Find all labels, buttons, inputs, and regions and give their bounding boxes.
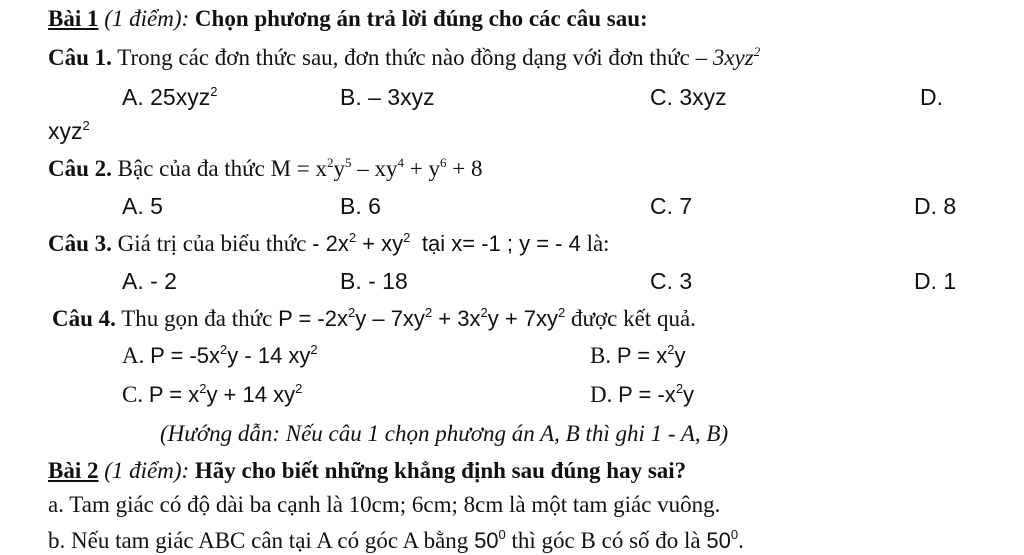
q2-option-c: C. 7 (650, 193, 693, 219)
bai1-points: (1 điểm): (104, 6, 190, 31)
q3-option-a: A. - 2 (122, 268, 177, 294)
question-2 (48, 156, 483, 182)
q4-text: Thu gọn đa thức (121, 306, 273, 331)
bai2-statement-a: a. Tam giác có độ dài ba cạnh là 10cm; 6cm; 8cm là một tam giác vuông. (48, 492, 721, 517)
q4-tail: được kết quả. (571, 306, 696, 331)
q2-option-d: D. 8 (914, 193, 957, 219)
q3-condition: tại x= -1 ; y = - 4 (421, 231, 581, 256)
q3-label: Câu 3. (48, 231, 112, 256)
question-4 (52, 306, 696, 332)
q3-expr: - $2x^2 + xy^2$ (312, 230, 411, 256)
question-3 (48, 231, 610, 257)
q2-option-b: B. 6 (340, 193, 381, 219)
bai2-heading (48, 458, 686, 484)
q2-label: Câu 2. (48, 156, 112, 181)
question-1 (48, 45, 760, 71)
bai1-instruction: Chọn phương án trả lời đúng cho các câu sau: (194, 6, 648, 31)
bai2-statement-b: b. Nếu tam giác ABC cân tại A có góc A bằng $50^0$ thì góc B có số đo là $50^0$. (48, 527, 744, 553)
q1-option-d-continued: xyz$^2$ (48, 118, 90, 144)
q3-option-b: B. - 18 (340, 268, 408, 294)
q3-option-c: C. 3 (650, 268, 693, 294)
bai1-heading (48, 6, 648, 32)
bai2-points: (1 điểm): (104, 458, 190, 483)
q2-expr: $M = x^2y^5 - xy^4 + y^6 + 8$ (270, 155, 483, 181)
q4-option-a: A. $P = -5x^2y - 14$ $xy^2$ (122, 342, 318, 368)
q1-text: Trong các đơn thức sau, đơn thức nào đồng dạng với đơn thức (117, 45, 690, 70)
bai1-label: Bài 1 (48, 6, 99, 31)
bai2-label: Bài 2 (48, 458, 99, 483)
q4-option-d: D. $P = -x^2y$ (590, 381, 695, 407)
q1-option-b: B. – 3xyz (340, 84, 435, 110)
q4-option-b: B. $P = x^2y$ (590, 342, 686, 368)
q3-text: Giá trị của biểu thức (117, 231, 307, 256)
q2-option-a: A. 5 (122, 193, 163, 219)
q1-option-a: A. 25xyz$^2$ (122, 84, 218, 110)
q1-label: Câu 1. (48, 45, 112, 70)
q3-tail: là: (586, 231, 610, 256)
q4-label: Câu 4. (52, 306, 116, 331)
q2-text: Bậc của đa thức (117, 156, 265, 181)
q4-option-c: C. $P = x^2y + 14$ $xy^2$ (122, 381, 303, 407)
q4-expr: $P = -2x^2y - 7xy^2 + 3x^2y + 7xy^2$ (278, 305, 566, 331)
q3-option-d: D. 1 (914, 268, 957, 294)
bai2-instruction: Hãy cho biết những khẳng định sau đúng hay sai? (194, 458, 687, 483)
q1-option-d: D. (920, 84, 943, 110)
answer-guide: (Hướng dẫn: Nếu câu 1 chọn phương án A, B thì ghi 1 - A, B) (160, 421, 729, 446)
q1-expr: – 3xyz$^2$ (695, 44, 761, 70)
q1-option-c: C. 3xyz (650, 84, 727, 110)
